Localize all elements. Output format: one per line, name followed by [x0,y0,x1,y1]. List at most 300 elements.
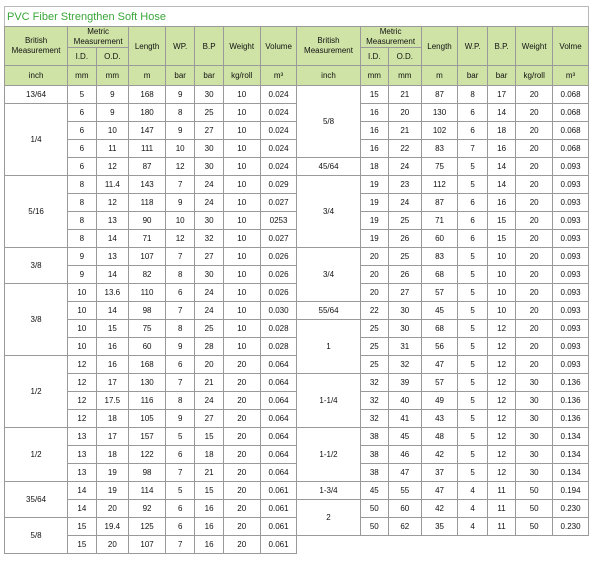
value-cell: 14 [487,176,515,194]
value-cell: 57 [421,284,458,302]
value-cell: 30 [516,446,553,464]
value-cell: 6 [458,122,487,140]
value-cell: 6 [458,230,487,248]
value-cell: 68 [421,320,458,338]
table-row [5,392,589,410]
value-cell: 4 [458,500,487,518]
value-cell: 71 [129,230,166,248]
page-title: PVC Fiber Strengthen Soft Hose [4,6,589,26]
size-cell: 1-3/4 [297,482,360,500]
table-row [5,320,589,338]
value-cell: 60 [388,500,421,518]
table-row [5,86,589,104]
value-cell: 20 [516,284,553,302]
value-cell: 14 [68,500,96,518]
table-row [5,464,589,482]
value-cell: 75 [129,320,166,338]
table-row [5,104,589,122]
header-length: Length [421,27,458,66]
table-row [5,266,589,284]
value-cell: 38 [360,446,388,464]
size-cell: 1-1/2 [297,428,360,482]
value-cell: 111 [129,140,166,158]
value-cell: 47 [421,482,458,500]
value-cell: 20 [360,284,388,302]
value-cell: 15 [195,482,223,500]
value-cell: 8 [165,320,194,338]
value-cell: 10 [68,302,96,320]
unit-cell: bar [195,66,223,86]
value-cell: 9 [165,86,194,104]
value-cell: 0.093 [553,320,589,338]
value-cell: 14 [96,302,129,320]
value-cell: 20 [223,482,260,500]
value-cell: 0.061 [260,518,297,536]
unit-cell: mm [96,66,129,86]
value-cell: 14 [487,158,515,176]
value-cell: 12 [487,356,515,374]
value-cell: 60 [129,338,166,356]
value-cell: 47 [421,356,458,374]
value-cell: 112 [421,176,458,194]
value-cell: 20 [516,104,553,122]
value-cell: 0.136 [553,374,589,392]
value-cell: 41 [388,410,421,428]
value-cell: 8 [165,266,194,284]
value-cell: 13 [68,446,96,464]
value-cell: 20 [223,500,260,518]
value-cell: 16 [487,140,515,158]
value-cell: 19.4 [96,518,129,536]
value-cell: 20 [223,392,260,410]
size-cell: 5/8 [5,518,68,554]
value-cell: 30 [195,86,223,104]
table-row [5,374,589,392]
value-cell: 16 [487,194,515,212]
value-cell: 20 [96,536,129,554]
value-cell: 17 [96,374,129,392]
value-cell: 0.026 [260,248,297,266]
value-cell: 0.093 [553,356,589,374]
value-cell: 12 [165,158,194,176]
value-cell: 107 [129,248,166,266]
table-row [5,158,589,176]
value-cell: 17.5 [96,392,129,410]
table-row [5,446,589,464]
size-cell: 1/2 [5,428,68,482]
value-cell: 0.093 [553,194,589,212]
value-cell: 62 [388,518,421,536]
value-cell: 9 [165,194,194,212]
value-cell: 27 [195,410,223,428]
value-cell: 12 [96,158,129,176]
value-cell: 5 [165,482,194,500]
value-cell: 168 [129,356,166,374]
value-cell: 30 [195,212,223,230]
value-cell: 12 [487,464,515,482]
value-cell: 7 [165,302,194,320]
value-cell: 30 [388,320,421,338]
table-row [5,410,589,428]
size-cell: 5/16 [5,176,68,248]
header-bp: B.P. [487,27,515,66]
value-cell: 18 [487,122,515,140]
header-weight: Weight [223,27,260,66]
value-cell: 6 [458,104,487,122]
header-od: O.D. [96,48,129,66]
value-cell: 19 [360,176,388,194]
value-cell: 0.027 [260,230,297,248]
value-cell: 10 [68,338,96,356]
value-cell: 32 [360,392,388,410]
value-cell: 8 [68,230,96,248]
hose-spec-table [4,26,589,554]
value-cell: 0.068 [553,122,589,140]
value-cell: 30 [195,266,223,284]
value-cell: 107 [129,536,166,554]
value-cell: 20 [223,464,260,482]
value-cell: 21 [388,86,421,104]
value-cell: 12 [487,392,515,410]
value-cell: 0.093 [553,338,589,356]
value-cell: 20 [360,266,388,284]
size-cell: 5/8 [297,86,360,158]
value-cell: 50 [516,500,553,518]
table-row [5,302,589,320]
value-cell: 147 [129,122,166,140]
value-cell: 27 [388,284,421,302]
value-cell: 83 [421,140,458,158]
value-cell: 21 [195,464,223,482]
value-cell: 10 [223,230,260,248]
value-cell: 20 [360,248,388,266]
value-cell: 6 [458,212,487,230]
value-cell: 118 [129,194,166,212]
value-cell: 5 [458,320,487,338]
value-cell: 0.093 [553,176,589,194]
value-cell: 16 [195,518,223,536]
size-cell: 3/4 [297,176,360,248]
value-cell: 11.4 [96,176,129,194]
value-cell: 9 [96,86,129,104]
value-cell: 82 [129,266,166,284]
value-cell: 19 [96,464,129,482]
value-cell: 0.230 [553,518,589,536]
value-cell: 6 [165,518,194,536]
value-cell: 5 [458,338,487,356]
value-cell: 18 [96,410,129,428]
unit-cell: bar [487,66,515,86]
value-cell: 0.064 [260,392,297,410]
value-cell: 12 [487,428,515,446]
value-cell: 20 [516,86,553,104]
value-cell: 20 [516,194,553,212]
value-cell: 13 [68,428,96,446]
value-cell: 0253 [260,212,297,230]
value-cell: 12 [68,374,96,392]
value-cell: 0.024 [260,158,297,176]
value-cell: 20 [516,356,553,374]
value-cell: 13 [68,464,96,482]
value-cell: 9 [165,338,194,356]
value-cell: 87 [129,158,166,176]
value-cell: 10 [487,284,515,302]
value-cell: 32 [195,230,223,248]
value-cell: 30 [516,464,553,482]
value-cell: 25 [388,248,421,266]
value-cell: 10 [68,320,96,338]
value-cell: 9 [68,266,96,284]
value-cell: 122 [129,446,166,464]
value-cell: 0.064 [260,464,297,482]
value-cell: 0.064 [260,428,297,446]
value-cell: 42 [421,446,458,464]
unit-cell: m³ [260,66,297,86]
value-cell: 10 [223,140,260,158]
value-cell: 46 [388,446,421,464]
value-cell: 0.026 [260,284,297,302]
value-cell: 20 [516,248,553,266]
size-cell: 3/4 [297,248,360,302]
value-cell: 20 [223,518,260,536]
value-cell: 4 [458,518,487,536]
table-row [5,230,589,248]
value-cell: 0.230 [553,500,589,518]
value-cell: 16 [195,500,223,518]
value-cell: 5 [458,302,487,320]
table-row [5,194,589,212]
value-cell: 15 [96,320,129,338]
value-cell: 20 [516,338,553,356]
value-cell: 0.068 [553,104,589,122]
value-cell: 35 [421,518,458,536]
value-cell: 0.026 [260,266,297,284]
value-cell: 5 [458,446,487,464]
unit-cell: kg/roll [223,66,260,86]
value-cell: 23 [388,176,421,194]
value-cell: 20 [223,374,260,392]
value-cell: 14 [96,266,129,284]
value-cell: 11 [487,518,515,536]
table-row [5,338,589,356]
value-cell: 14 [96,230,129,248]
value-cell: 20 [516,266,553,284]
size-cell: 45/64 [297,158,360,176]
value-cell: 20 [96,500,129,518]
value-cell: 20 [223,428,260,446]
value-cell: 24 [195,302,223,320]
value-cell: 10 [223,284,260,302]
value-cell: 0.093 [553,266,589,284]
value-cell: 10 [223,338,260,356]
value-cell: 25 [388,212,421,230]
value-cell: 10 [223,320,260,338]
unit-cell: inch [5,66,68,86]
value-cell: 12 [68,356,96,374]
value-cell: 116 [129,392,166,410]
value-cell: 16 [360,104,388,122]
size-cell: 3/8 [5,284,68,356]
value-cell: 5 [68,86,96,104]
value-cell: 30 [516,374,553,392]
value-cell: 20 [223,536,260,554]
header-british: British Measurement [5,27,68,66]
header-length: Length [129,27,166,66]
value-cell: 17 [487,86,515,104]
value-cell: 12 [487,374,515,392]
value-cell: 0.093 [553,302,589,320]
value-cell: 19 [360,194,388,212]
value-cell: 19 [96,482,129,500]
value-cell: 10 [223,86,260,104]
value-cell: 24 [195,194,223,212]
value-cell: 24 [195,284,223,302]
value-cell: 102 [421,122,458,140]
value-cell: 10 [223,266,260,284]
value-cell: 10 [223,248,260,266]
value-cell: 0.134 [553,464,589,482]
value-cell: 7 [165,248,194,266]
value-cell: 12 [487,338,515,356]
value-cell: 10 [165,212,194,230]
value-cell: 5 [458,356,487,374]
value-cell: 13 [96,212,129,230]
header-id: I.D. [68,48,96,66]
size-cell: 1 [297,320,360,374]
value-cell: 0.064 [260,356,297,374]
value-cell: 8 [165,104,194,122]
value-cell: 0.134 [553,446,589,464]
value-cell: 20 [516,230,553,248]
value-cell: 13 [96,248,129,266]
value-cell: 98 [129,464,166,482]
value-cell: 50 [516,482,553,500]
size-cell: 35/64 [5,482,68,518]
value-cell: 0.030 [260,302,297,320]
value-cell: 16 [360,122,388,140]
value-cell: 20 [388,104,421,122]
value-cell: 11 [487,482,515,500]
value-cell: 56 [421,338,458,356]
table-row [5,536,589,554]
value-cell: 168 [129,86,166,104]
header-wp: WP. [165,27,194,66]
value-cell: 31 [388,338,421,356]
table-row [5,212,589,230]
value-cell: 43 [421,410,458,428]
header-volume: Volme [553,27,589,66]
value-cell: 50 [360,500,388,518]
value-cell: 22 [360,302,388,320]
value-cell: 6 [68,122,96,140]
unit-cell: inch [297,66,360,86]
value-cell: 110 [129,284,166,302]
unit-cell: m³ [553,66,589,86]
value-cell: 98 [129,302,166,320]
value-cell: 47 [388,464,421,482]
value-cell: 8 [68,194,96,212]
value-cell: 6 [458,194,487,212]
size-cell: 3/8 [5,248,68,284]
value-cell: 71 [421,212,458,230]
value-cell: 38 [360,428,388,446]
value-cell: 16 [360,140,388,158]
value-cell: 16 [96,338,129,356]
value-cell: 4 [458,482,487,500]
table-row [5,140,589,158]
value-cell: 5 [458,428,487,446]
value-cell: 92 [129,500,166,518]
value-cell: 0.136 [553,392,589,410]
value-cell: 32 [388,356,421,374]
value-cell: 6 [68,104,96,122]
value-cell: 68 [421,266,458,284]
value-cell: 0.027 [260,194,297,212]
value-cell: 0.024 [260,86,297,104]
value-cell: 6 [165,356,194,374]
size-cell: 2 [297,500,360,536]
value-cell: 9 [96,104,129,122]
value-cell: 87 [421,86,458,104]
value-cell: 25 [360,320,388,338]
value-cell: 0.028 [260,320,297,338]
header-id: I.D. [360,48,388,66]
value-cell: 30 [516,410,553,428]
value-cell: 5 [458,392,487,410]
value-cell: 12 [68,392,96,410]
value-cell: 25 [195,320,223,338]
value-cell: 5 [458,410,487,428]
value-cell: 0.024 [260,104,297,122]
value-cell: 10 [487,302,515,320]
size-cell: 13/64 [5,86,68,104]
value-cell: 143 [129,176,166,194]
value-cell: 10 [223,194,260,212]
value-cell: 6 [165,284,194,302]
value-cell: 10 [487,266,515,284]
header-od: O.D. [388,48,421,66]
value-cell: 0.024 [260,122,297,140]
value-cell: 40 [388,392,421,410]
value-cell: 10 [223,212,260,230]
value-cell: 18 [360,158,388,176]
value-cell: 0.194 [553,482,589,500]
value-cell: 10 [223,176,260,194]
value-cell: 19 [360,230,388,248]
value-cell: 157 [129,428,166,446]
value-cell: 10 [223,158,260,176]
value-cell: 48 [421,428,458,446]
value-cell: 90 [129,212,166,230]
value-cell: 26 [388,230,421,248]
value-cell: 20 [516,122,553,140]
value-cell: 105 [129,410,166,428]
value-cell: 37 [421,464,458,482]
value-cell: 0.136 [553,410,589,428]
value-cell: 20 [223,356,260,374]
table-row [5,176,589,194]
value-cell: 20 [516,320,553,338]
size-cell: 1/2 [5,356,68,428]
size-cell: 55/64 [297,302,360,320]
value-cell: 0.068 [553,86,589,104]
value-cell: 0.134 [553,428,589,446]
table-row [5,122,589,140]
unit-cell: m [129,66,166,86]
value-cell: 12 [96,194,129,212]
value-cell: 10 [165,140,194,158]
value-cell: 7 [165,536,194,554]
